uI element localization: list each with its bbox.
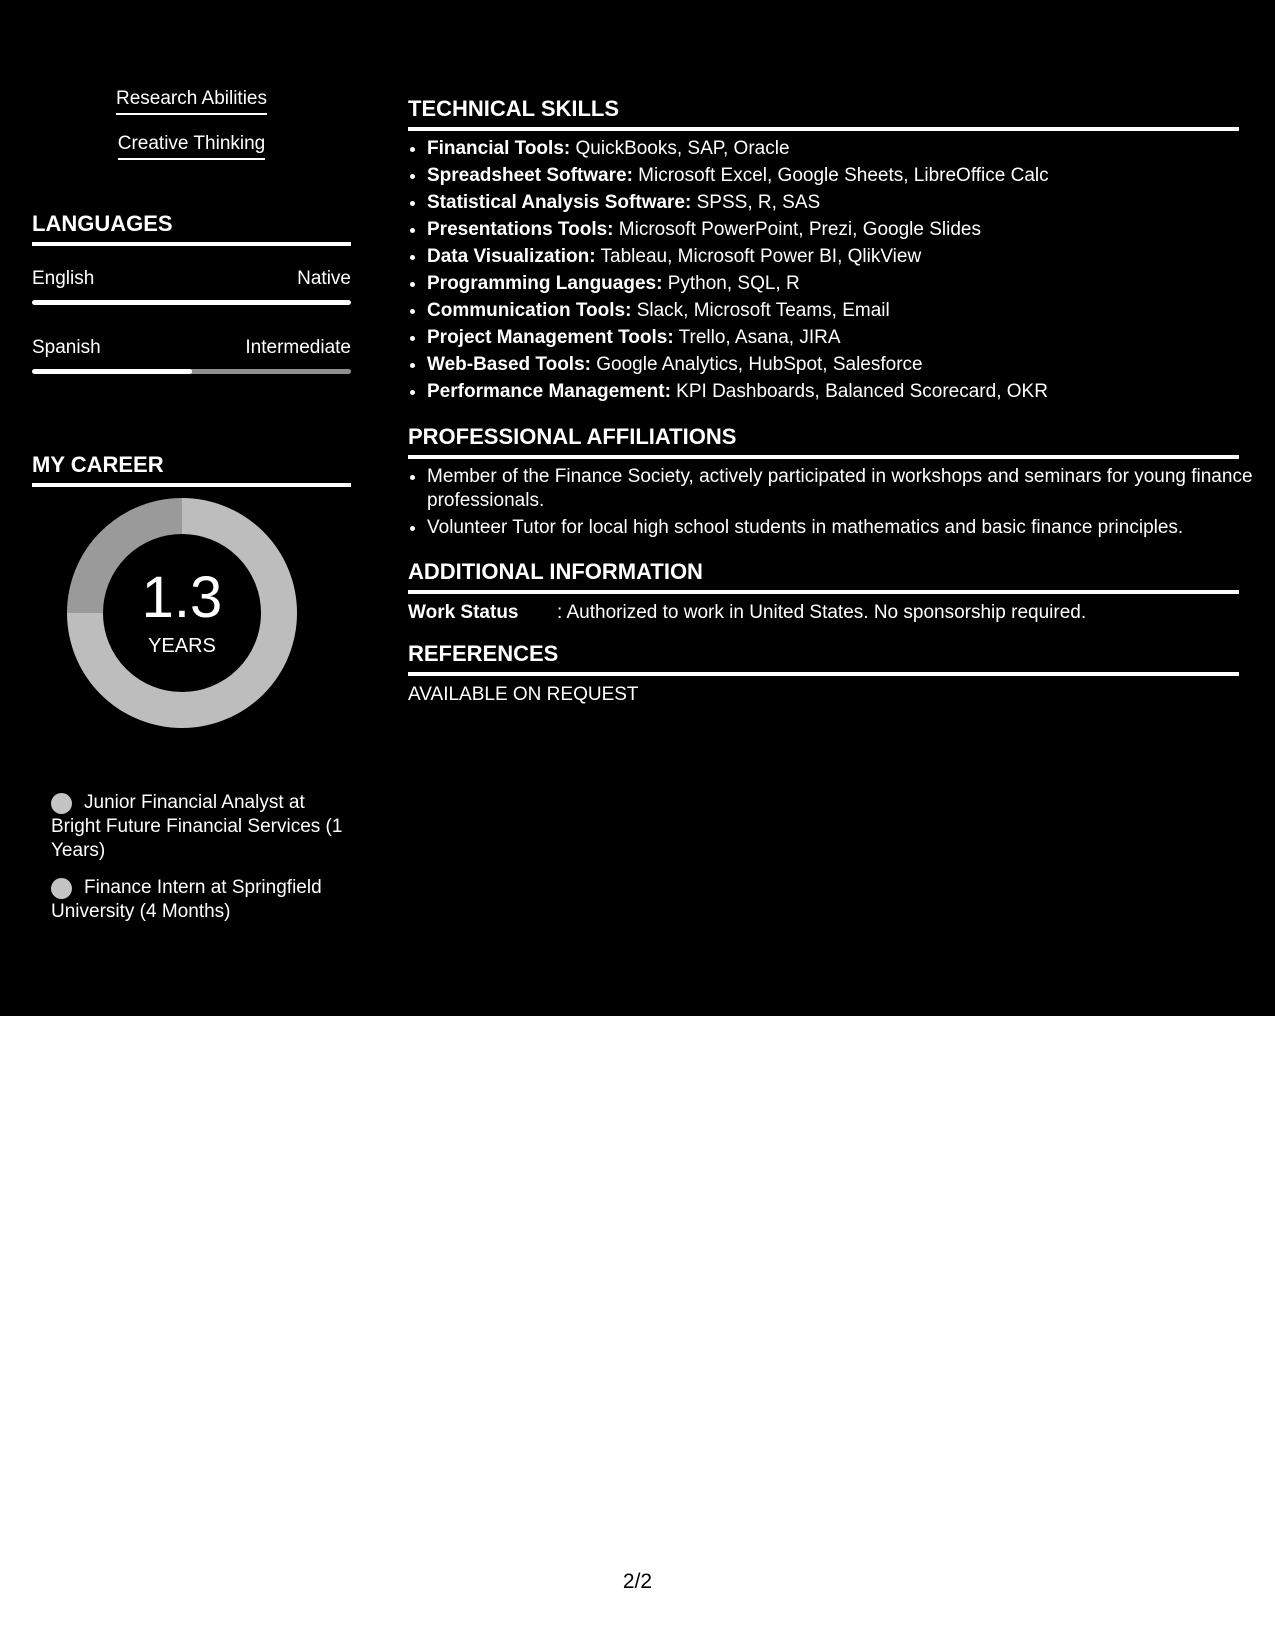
language-proficiency-bar [32, 300, 351, 305]
skill-tag: Creative Thinking [118, 133, 266, 160]
career-item: Finance Intern at Springfield University (4 Months) [51, 877, 322, 922]
technical-skill-item: • Communication Tools: Slack, Microsoft Teams, Email [427, 297, 1258, 324]
language-proficiency-fill [32, 369, 192, 374]
language-proficiency-bar [32, 369, 351, 374]
career-years-value: 1.3 [141, 565, 223, 630]
language-name: Spanish [32, 337, 101, 358]
affiliation-item: • Volunteer Tutor for local high school students in mathematics and basic finance principles. [427, 516, 1258, 540]
technical-skill-item: • Web-Based Tools: Google Analytics, HubSpot, Salesforce [427, 351, 1258, 378]
additional-info-heading: ADDITIONAL INFORMATION [408, 559, 1239, 594]
career-donut [67, 498, 297, 728]
career-heading: MY CAREER [32, 452, 351, 487]
career-years-unit: YEARS [148, 635, 216, 657]
technical-skill-item: • Financial Tools: QuickBooks, SAP, Oracle [427, 135, 1258, 162]
references-heading: REFERENCES [408, 641, 1239, 676]
technical-skill-item: • Programming Languages: Python, SQL, R [427, 270, 1258, 297]
technical-skill-item: • Statistical Analysis Software: SPSS, R, SAS [427, 189, 1258, 216]
technical-skill-item: • Project Management Tools: Trello, Asana, JIRA [427, 324, 1258, 351]
language-proficiency-fill [32, 300, 351, 305]
career-item: Junior Financial Analyst at Bright Future Financial Services (1 Years) [51, 792, 343, 861]
affiliations-list [408, 465, 1258, 543]
career-dot-icon [51, 878, 72, 899]
work-status-value: : Authorized to work in United States. No sponsorship required. [557, 602, 1087, 623]
languages-heading: LANGUAGES [32, 211, 351, 246]
affiliation-item: • Member of the Finance Society, actively participated in workshops and seminars for young finance professionals. [427, 465, 1258, 513]
language-level: Intermediate [245, 337, 351, 358]
technical-skill-item: • Performance Management: KPI Dashboards, Balanced Scorecard, OKR [427, 378, 1258, 405]
career-dot-icon [51, 793, 72, 814]
technical-skill-item: • Data Visualization: Tableau, Microsoft Power BI, QlikView [427, 243, 1258, 270]
affiliations-heading: PROFESSIONAL AFFILIATIONS [408, 424, 1239, 459]
work-status-label: Work Status [408, 602, 519, 623]
technical-skills-list [408, 135, 1258, 405]
language-name: English [32, 268, 95, 289]
page-number: 2/2 [622, 1570, 653, 1593]
skill-tag: Research Abilities [116, 88, 267, 115]
career-list [51, 791, 351, 937]
technical-skills-heading: TECHNICAL SKILLS [408, 96, 1239, 131]
technical-skill-item: • Presentations Tools: Microsoft PowerPoint, Prezi, Google Slides [427, 216, 1258, 243]
references-text: AVAILABLE ON REQUEST [408, 684, 639, 705]
language-level: Native [297, 268, 351, 289]
technical-skill-item: • Spreadsheet Software: Microsoft Excel, Google Sheets, LibreOffice Calc [427, 162, 1258, 189]
